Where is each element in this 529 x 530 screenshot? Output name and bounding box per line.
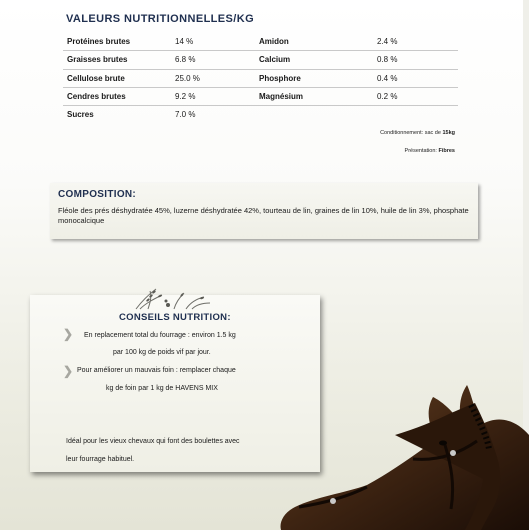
table-cell-value: 25.0 % — [171, 69, 255, 87]
conseil-line: Pour améliorer un mauvais foin : remplacer chaque — [77, 367, 236, 374]
table-row — [63, 106, 458, 124]
table-cell-value: 7.0 % — [175, 110, 196, 120]
conseil-line: par 100 kg de poids vif par jour. — [113, 349, 211, 356]
table-cell-value: 0.4 % — [373, 69, 458, 87]
table-cell-label: Protéines brutes — [63, 33, 171, 51]
table-cell-label: Phosphore — [255, 69, 373, 87]
conseil-line: leur fourrage habituel. — [66, 456, 135, 463]
table-cell-value: 6.8 % — [171, 51, 255, 69]
table-row — [63, 33, 458, 51]
conseil-line: kg de foin par 1 kg de HAVENS MIX — [106, 385, 218, 392]
chevron-right-icon: ❯ — [63, 364, 74, 378]
table-cell-label: Calcium — [255, 51, 373, 69]
presentation-label: Présentation: — [404, 148, 439, 154]
table-row — [63, 87, 458, 105]
table-row — [63, 69, 458, 87]
presentation-value: Fibres — [438, 148, 455, 154]
table-cell-value: 0.8 % — [373, 51, 458, 69]
horse-head-photo — [275, 375, 529, 530]
table-cell-label: Magnésium — [255, 87, 373, 105]
table-cell-label: Sucres — [67, 110, 94, 120]
composition-text: Fléole des prés déshydratée 45%, luzerne déshydratée 42%, tourteau de lin, graines de lin 10%, huile de lin 3%, phosphate monocalcique — [58, 206, 469, 225]
conseil-line: En replacement total du fourrage : environ 1.5 kg — [84, 332, 236, 339]
packaging-value: 15kg — [442, 130, 455, 136]
conseils-title: CONSEILS NUTRITION: — [119, 312, 231, 323]
chevron-right-icon: ❯ — [63, 327, 74, 341]
table-cell-label: Amidon — [255, 33, 373, 51]
table-cell-label: Graisses brutes — [63, 51, 171, 69]
composition-box — [50, 183, 478, 239]
wheat-ornament-icon — [126, 287, 216, 311]
nutrition-table — [63, 33, 458, 123]
table-cell-value — [373, 106, 458, 124]
table-row — [63, 51, 458, 69]
table-cell-label: Cendres brutes — [63, 87, 171, 105]
packaging-label: Conditionnement: sac de — [380, 130, 443, 136]
composition-title: COMPOSITION: — [58, 189, 137, 200]
packaging-info — [380, 130, 455, 136]
table-cell-value: 2.4 % — [373, 33, 458, 51]
table-cell-value: 9.2 % — [171, 87, 255, 105]
table-cell-value: 14 % — [171, 33, 255, 51]
table-cell-label: Cellulose brute — [63, 69, 171, 87]
nutrition-title: VALEURS NUTRITIONNELLES/KG — [66, 13, 255, 25]
conseil-line: Idéal pour les vieux chevaux qui font des boulettes avec — [66, 438, 240, 445]
table-cell-value: 0.2 % — [373, 87, 458, 105]
table-cell-label — [255, 106, 373, 124]
presentation-info — [405, 148, 455, 154]
